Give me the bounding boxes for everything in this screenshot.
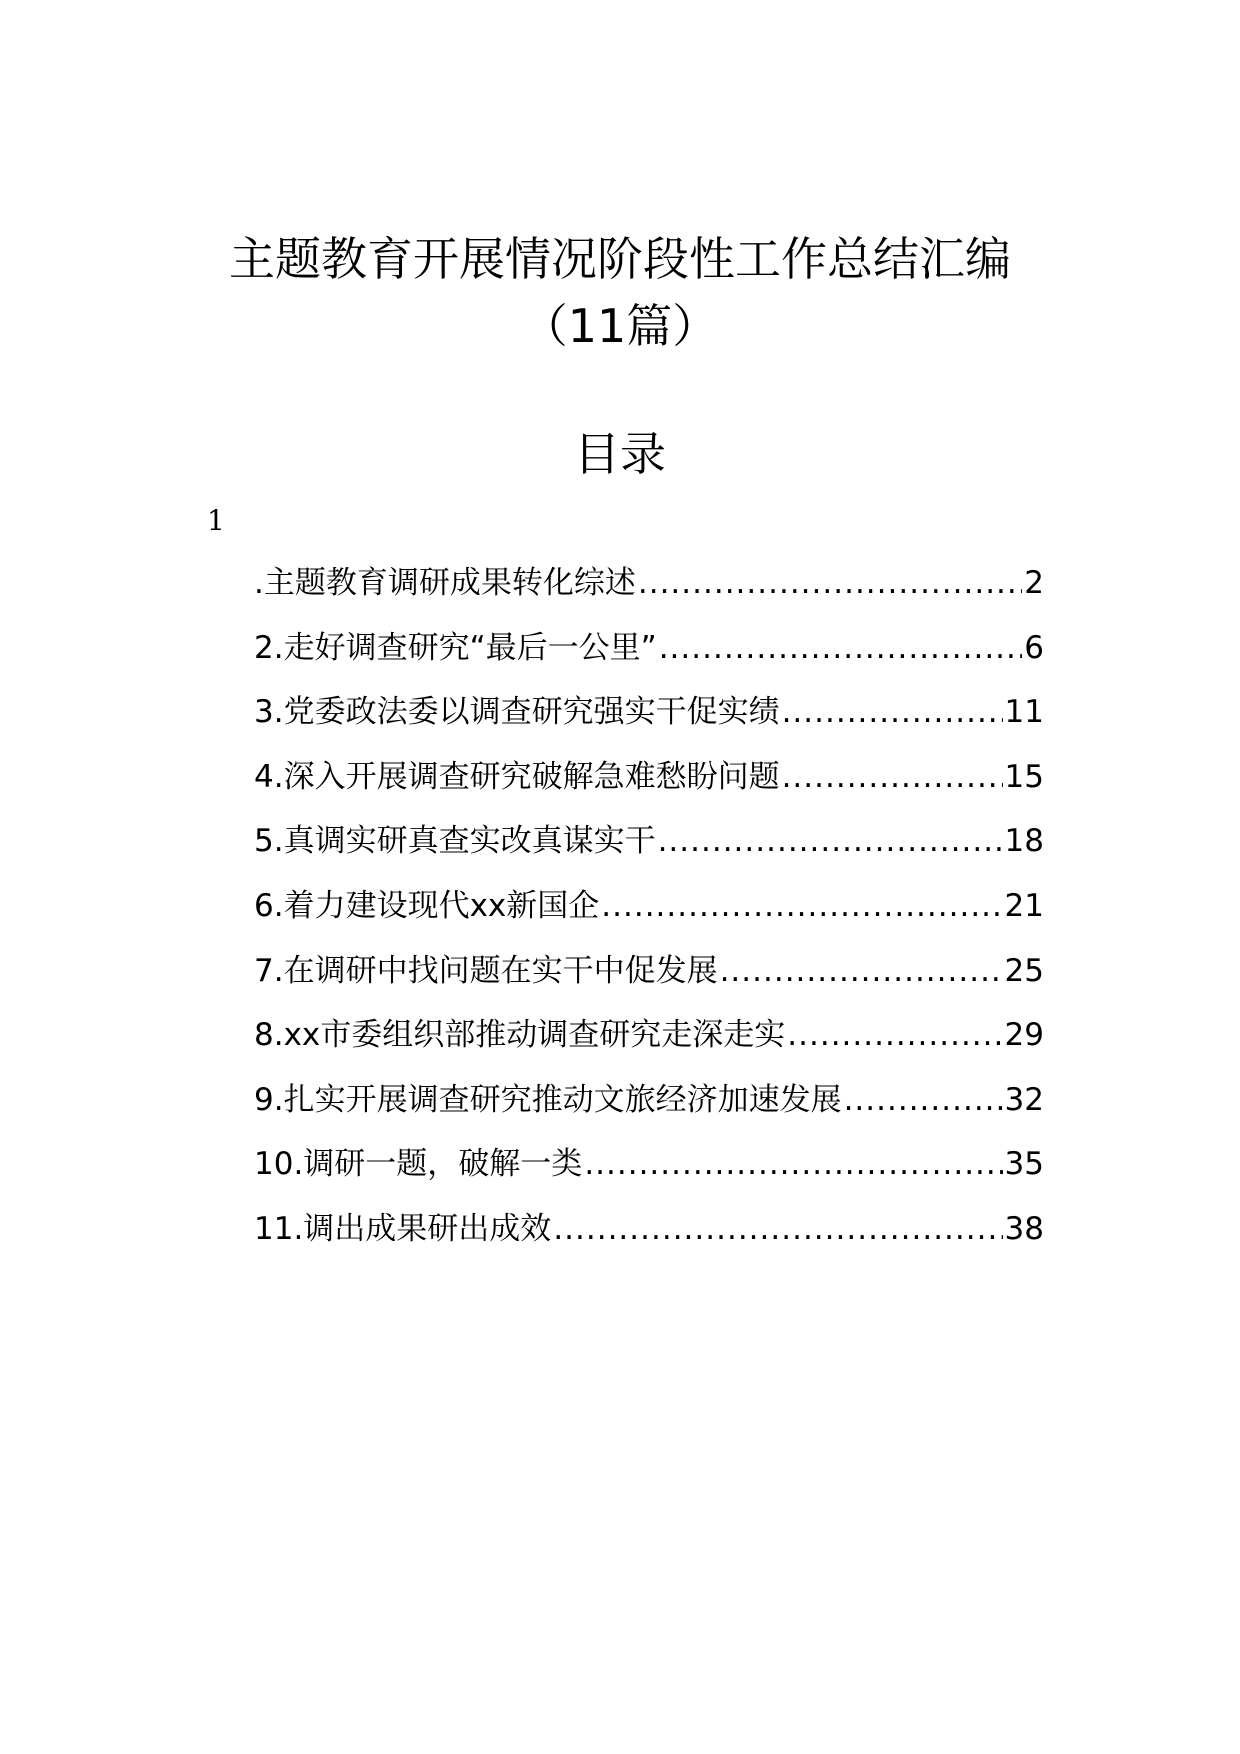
toc-entry-title: 10.调研一题，破解一类 <box>254 1146 583 1183</box>
toc-entry-page: 2 <box>1024 565 1044 601</box>
toc-entry-title: 4.深入开展调查研究破解急难愁盼问题 <box>254 758 780 795</box>
toc-entry-page: 38 <box>1004 1210 1044 1247</box>
toc-entry[interactable] <box>254 1139 1044 1204</box>
toc-entry-title: 5.真调实研真查实改真谋实干 <box>254 823 656 860</box>
toc-dot-leader <box>782 687 1003 737</box>
toc-entry-page: 32 <box>1004 1081 1044 1118</box>
toc-entry[interactable] <box>254 1010 1044 1075</box>
toc-entry[interactable] <box>254 946 1044 1011</box>
toc-dot-leader <box>658 816 1003 866</box>
toc-entry-title: 3.党委政法委以调查研究强实干促实绩 <box>254 694 780 731</box>
toc-entry-title: 11.调出成果研出成效 <box>254 1210 552 1247</box>
toc-entry-title: 9.扎实开展调查研究推动文旅经济加速发展 <box>254 1081 842 1118</box>
document-title: 主题教育开展情况阶段性工作总结汇编 <box>229 232 1011 286</box>
toc-dot-leader <box>638 558 1022 608</box>
toc-entry-page: 21 <box>1004 887 1044 924</box>
toc-entry-page: 11 <box>1004 694 1044 731</box>
toc-entry[interactable] <box>254 623 1044 688</box>
toc-dot-leader <box>601 881 1002 931</box>
toc-entry-title: 2.走好调查研究“最后一公里” <box>254 629 657 666</box>
toc-entry-page: 15 <box>1004 758 1044 795</box>
toc-entry[interactable] <box>254 687 1044 752</box>
table-of-contents <box>254 558 1044 1269</box>
document-subtitle-count: （11篇） <box>521 299 719 353</box>
toc-dot-leader <box>782 752 1003 802</box>
toc-entry[interactable] <box>254 816 1044 881</box>
toc-entry-page: 18 <box>1004 823 1044 860</box>
toc-entry-title: 6.着力建设现代xx新国企 <box>254 887 600 924</box>
toc-entry[interactable] <box>254 558 1044 623</box>
toc-dot-leader <box>844 1075 1003 1125</box>
toc-entry[interactable] <box>254 1204 1044 1269</box>
toc-entry[interactable] <box>254 1075 1044 1140</box>
stray-page-number: 1 <box>207 504 225 537</box>
toc-dot-leader <box>659 623 1023 673</box>
toc-entry[interactable] <box>254 881 1044 946</box>
toc-entry-page: 29 <box>1004 1017 1044 1054</box>
toc-entry-title: 8.xx市委组织部推动调查研究走深走实 <box>254 1017 786 1054</box>
toc-dot-leader <box>720 946 1003 996</box>
toc-entry-title: .主题教育调研成果转化综述 <box>254 565 636 601</box>
toc-entry-page: 6 <box>1024 629 1044 666</box>
toc-entry[interactable] <box>254 752 1044 817</box>
toc-entry-title: 7.在调研中找问题在实干中促发展 <box>254 952 718 989</box>
toc-dot-leader <box>553 1204 1002 1254</box>
toc-dot-leader <box>584 1139 1002 1189</box>
toc-entry-page: 25 <box>1004 952 1044 989</box>
toc-entry-page: 35 <box>1004 1146 1044 1183</box>
toc-heading: 目录 <box>574 427 666 481</box>
toc-dot-leader <box>787 1010 1002 1060</box>
